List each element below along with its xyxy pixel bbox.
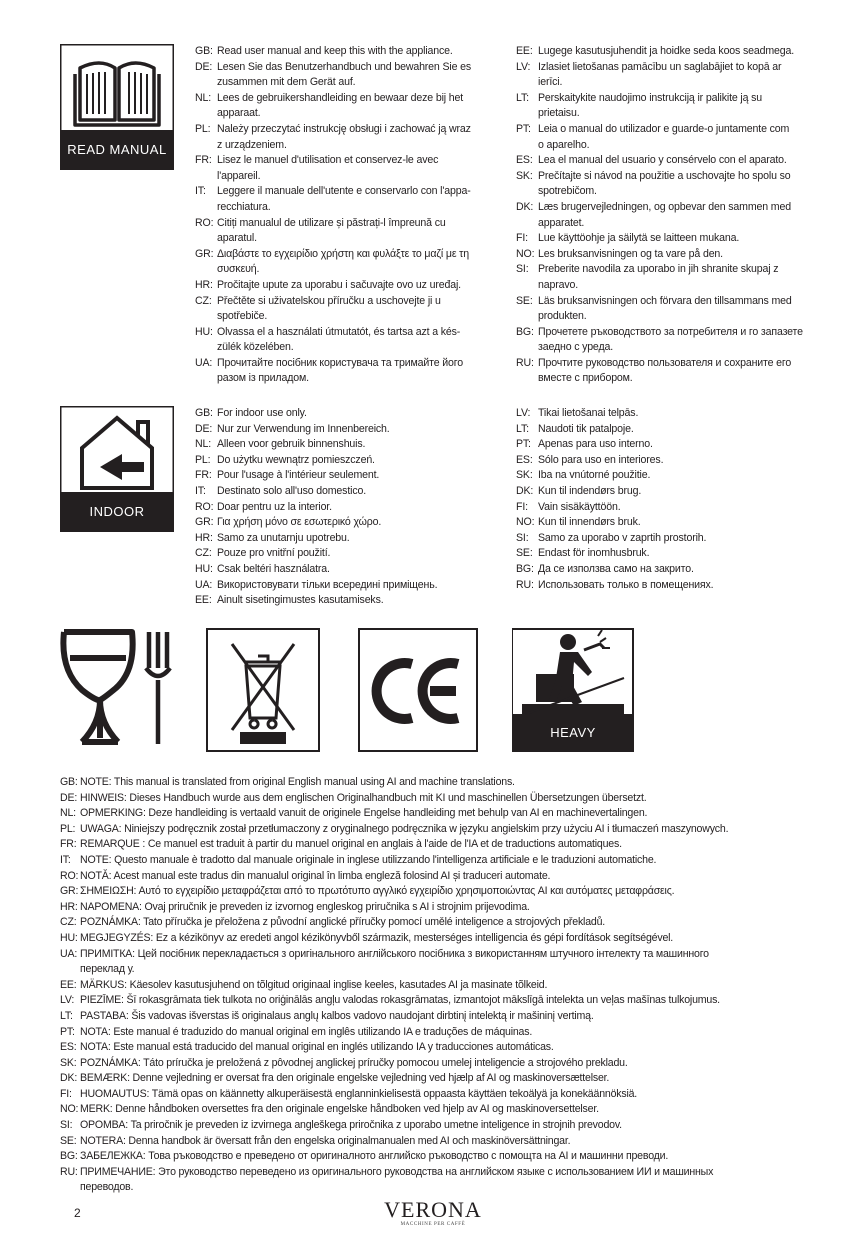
lang-code: PT:	[516, 438, 531, 451]
lang-text-continued: вместе с прибором.	[538, 372, 633, 385]
note-text: BEMÆRK: Denne vejledning er oversat fra den originale engelske vejledning ved hjælp af AI og maskinoversættelser.	[80, 1072, 610, 1085]
note-line	[60, 1040, 820, 1056]
lang-line	[516, 169, 816, 185]
read-manual-label: READ MANUAL	[60, 130, 174, 170]
lang-code: PL:	[60, 822, 76, 835]
lang-text: Pour l'usage à l'intérieur seulement.	[217, 469, 380, 482]
note-text: MERK: Denne håndboken oversettes fra den originale engelske håndboken ved hjelp av AI og maskinoversettelser.	[80, 1103, 599, 1116]
lang-line	[516, 247, 816, 263]
note-line	[60, 1165, 820, 1181]
lang-code: SK:	[516, 469, 533, 482]
note-line	[60, 1025, 820, 1041]
lang-code: SI:	[516, 531, 529, 544]
lang-code: LV:	[516, 407, 531, 419]
lang-line	[516, 531, 816, 547]
lang-text-continued: разом із приладом.	[217, 372, 309, 385]
read-manual-text-right	[516, 44, 816, 387]
note-text: ЗАБЕЛЕЖКА: Това ръководство е преведено от оригиналното английско ръководство с помощта на AI и машинни преводи.	[80, 1150, 669, 1163]
lang-code: CZ:	[195, 294, 212, 307]
lang-line	[195, 531, 495, 547]
lang-line	[516, 484, 816, 500]
lang-text: Pročitajte upute za uporabu i sačuvajte ovo uz uređaj.	[217, 278, 461, 291]
indoor-text-right	[516, 406, 816, 593]
lang-line	[516, 515, 816, 531]
note-text: ПРИМЕЧАНИЕ: Это руководство переведено из оригинального руководства на английском языке с использованием ИИ и машинных	[80, 1165, 714, 1178]
lang-line	[516, 500, 816, 516]
note-text: NOTA: Este manual está traducido del manual original en inglés utilizando IA y traducciones automáticas.	[80, 1041, 554, 1054]
lang-text-continued: zusammen mit dem Gerät auf.	[217, 76, 356, 89]
lang-line	[195, 500, 495, 516]
lang-text: Doar pentru uz la interior.	[217, 500, 332, 513]
lang-line	[516, 44, 816, 60]
lang-text: Naudoti tik patalpoje.	[538, 422, 634, 435]
lang-line	[516, 153, 816, 169]
lang-line	[195, 216, 495, 232]
lang-code: DK:	[60, 1072, 78, 1085]
lang-text: Perskaitykite naudojimo instrukciją ir palikite ją su	[538, 91, 763, 104]
lang-line	[195, 184, 495, 200]
note-text: PASTABA: Šis vadovas išverstas iš originalaus anglų kalbos vadovo naudojant dirbtinį intelektą ir mašininį vertimą.	[80, 1009, 594, 1022]
heavy-lift-icon	[512, 628, 634, 714]
lang-text: Alleen voor gebruik binnenshuis.	[217, 438, 366, 451]
lang-text: Διαβάστε το εγχειρίδιο χρήστη και φυλάξτε το μαζί με τη	[217, 247, 469, 260]
note-text: NOTA: Este manual é traduzido do manual original em inglês utilizando IA e traduções de máquinas.	[80, 1025, 533, 1038]
lang-line	[516, 437, 816, 453]
lang-text-continued: ierīci.	[538, 76, 563, 89]
lang-code: LT:	[516, 422, 529, 435]
lang-text-continued: o aparelho.	[538, 138, 590, 151]
lang-line	[516, 294, 816, 310]
lang-line	[195, 122, 495, 138]
lang-line	[195, 247, 495, 263]
lang-code: SE:	[516, 294, 533, 307]
note-line	[60, 993, 820, 1009]
lang-text: Kun til indendørs brug.	[538, 484, 642, 497]
lang-text: Прочетете ръководството за потребителя и го запазете	[538, 325, 803, 338]
lang-line	[195, 44, 495, 60]
lang-code: HU:	[195, 325, 213, 338]
lang-code: PT:	[60, 1025, 75, 1038]
translation-notes	[60, 775, 820, 1196]
lang-text: Nur zur Verwendung im Innenbereich.	[217, 422, 390, 435]
note-line	[60, 1087, 820, 1103]
lang-text: Leggere il manuale dell'utente e conservarlo con l'appa-	[217, 185, 471, 198]
note-line	[60, 869, 820, 885]
lang-text-continued: заедно с уреда.	[538, 341, 614, 354]
lang-line	[195, 153, 495, 169]
lang-text-continued: συσκευή.	[217, 263, 260, 276]
lang-text: Izlasiet lietošanas pamācību un saglabājiet to kopā ar	[538, 60, 782, 73]
note-line	[60, 837, 820, 853]
lang-line	[516, 91, 816, 107]
lang-text: Lea el manual del usuario y consérvelo con el aparato.	[538, 154, 787, 167]
lang-text: Да се използва само на закрито.	[538, 562, 694, 575]
lang-code: SE:	[516, 547, 533, 560]
lang-line	[195, 546, 495, 562]
lang-line	[516, 422, 816, 438]
lang-text: Использовать только в помещениях.	[538, 578, 714, 591]
note-text: HINWEIS: Dieses Handbuch wurde aus dem englischen Originalhandbuch mit KI und maschinellen Übersetzungen übersetzt.	[80, 791, 647, 804]
ce-symbol	[358, 628, 478, 752]
lang-code: DK:	[516, 200, 534, 213]
lang-code: RU:	[516, 578, 534, 591]
lang-code: LT:	[60, 1009, 73, 1022]
lang-code: GR:	[195, 516, 214, 529]
lang-text: Les bruksanvisningen og ta vare på den.	[538, 247, 723, 260]
lang-code: PT:	[516, 122, 531, 135]
lang-code: GB:	[195, 45, 213, 57]
lang-code: LV:	[60, 994, 75, 1007]
note-text: HUOMAUTUS: Tämä opas on käännetty alkuperäisestä englanninkielisestä oppaasta käyttäen tekoälyä ja konekäännöksiä.	[80, 1087, 638, 1100]
lang-text: Csak beltéri használatra.	[217, 562, 330, 575]
lang-line	[516, 231, 816, 247]
lang-code: FR:	[60, 838, 77, 851]
note-text: PIEZĪME: Šī rokasgrāmata tiek tulkota no oriģinālās angļu valodas rokasgrāmatas, izmantojot mākslīgā intelekta un veļas mašīnas tulkojumus.	[80, 994, 720, 1007]
note-text-continued: переводов.	[80, 1181, 134, 1194]
lang-code: EE:	[195, 594, 212, 607]
note-text: OPMERKING: Deze handleiding is vertaald vanuit de originele Engelse handleiding met behulp van AI en machinevertalingen.	[80, 807, 648, 820]
lang-code: NL:	[60, 807, 76, 820]
lang-line	[195, 468, 495, 484]
lang-code: CZ:	[60, 916, 77, 929]
note-line	[60, 1118, 820, 1134]
lang-text-continued: l'appareil.	[217, 169, 261, 182]
lang-code: FR:	[195, 469, 212, 482]
lang-text: Leia o manual do utilizador e guarde-o juntamente com	[538, 122, 790, 135]
lang-line	[516, 325, 816, 341]
brand-tagline: MACCHINE PER CAFFÈ	[400, 1222, 466, 1227]
lang-text: Læs brugervejledningen, og opbevar den sammen med	[538, 200, 791, 213]
lang-code: FI:	[516, 500, 528, 513]
note-text: NOTĂ: Acest manual este tradus din manualul original în limba engleză folosind AI și traduceri automate.	[80, 869, 551, 882]
lang-text: Preberite navodila za uporabo in jih shranite skupaj z	[538, 263, 779, 276]
weee-symbol	[206, 628, 320, 752]
lang-line	[195, 515, 495, 531]
lang-line	[516, 356, 816, 372]
lang-line	[516, 562, 816, 578]
lang-code: DK:	[516, 484, 534, 497]
lang-code: UA:	[60, 947, 78, 960]
note-line	[60, 931, 820, 947]
ce-mark-icon	[358, 628, 478, 752]
lang-text: Lue käyttöohje ja säilytä se laitteen mukana.	[538, 232, 740, 245]
lang-text-continued: produkten.	[538, 310, 587, 323]
food-safe-symbol	[60, 628, 180, 752]
lang-code: UA:	[195, 578, 213, 591]
note-text-continued: переклад у.	[80, 963, 135, 976]
lang-code: DE:	[195, 60, 213, 73]
lang-code: NL:	[195, 91, 212, 104]
note-line	[60, 884, 820, 900]
lang-text: Lees de gebruikershandleiding en bewaar deze bij het	[217, 91, 464, 104]
note-line	[60, 900, 820, 916]
lang-text: Tikai lietošanai telpās.	[538, 407, 639, 419]
weee-crossed-bin-icon	[206, 628, 320, 752]
lang-code: SK:	[516, 169, 533, 182]
page-number: 2	[74, 1206, 81, 1220]
lang-line	[195, 578, 495, 594]
lang-line	[516, 262, 816, 278]
lang-code: FR:	[195, 154, 212, 167]
indoor-label: INDOOR	[60, 492, 174, 532]
lang-code: ES:	[516, 154, 533, 167]
lang-code: ES:	[516, 453, 533, 466]
lang-text: Prečítajte si návod na použitie a uschovajte ho spolu so	[538, 169, 791, 182]
note-text: MEGJEGYZÉS: Ez a kézikönyv az eredeti angol kézikönyvből származik, mesterséges intelligencia és gépi fordítások segítségével.	[80, 931, 674, 944]
lang-code: RO:	[195, 500, 214, 513]
lang-code: FI:	[516, 232, 528, 245]
lang-line	[195, 356, 495, 372]
lang-code: GB:	[195, 407, 213, 419]
lang-code: BG:	[60, 1150, 78, 1163]
note-text: NOTE: This manual is translated from original English manual using AI and machine translations.	[80, 776, 515, 788]
lang-code: DE:	[195, 422, 213, 435]
lang-text: Pouze pro vnitřní použití.	[217, 547, 331, 560]
lang-code: NO:	[516, 516, 535, 529]
lang-line	[195, 278, 495, 294]
lang-text: Lesen Sie das Benutzerhandbuch und bewahren Sie es	[217, 60, 472, 73]
lang-code: RO:	[60, 869, 79, 882]
lang-code: HR:	[195, 531, 213, 544]
lang-code: RO:	[195, 216, 214, 229]
lang-code: PL:	[195, 122, 211, 135]
lang-code: EE:	[516, 45, 533, 57]
lang-code: SI:	[60, 1119, 73, 1132]
lang-text: Sólo para uso en interiores.	[538, 453, 664, 466]
lang-line	[195, 294, 495, 310]
lang-text-continued: spotřebiče.	[217, 310, 268, 323]
note-line	[60, 775, 820, 791]
lang-code: UA:	[195, 356, 213, 369]
lang-text: Vain sisäkäyttöön.	[538, 500, 621, 513]
lang-code: ES:	[60, 1041, 77, 1054]
lang-text: For indoor use only.	[217, 407, 307, 419]
brand-name: VERONA	[384, 1197, 482, 1222]
lang-code: IT:	[195, 185, 206, 198]
lang-text: Ainult sisetingimustes kasutamiseks.	[217, 594, 384, 607]
lang-code: FI:	[60, 1087, 72, 1100]
lang-text-continued: recchiatura.	[217, 200, 271, 213]
read-manual-symbol	[60, 44, 174, 170]
note-line	[60, 978, 820, 994]
lang-text: Використовувати тільки всередині приміщень.	[217, 578, 438, 591]
lang-line	[516, 546, 816, 562]
lang-text-continued: apparaat.	[217, 107, 261, 120]
note-line	[60, 947, 820, 963]
lang-code: LT:	[516, 91, 529, 104]
lang-code: BG:	[516, 325, 534, 338]
lang-line	[195, 453, 495, 469]
lang-line	[195, 562, 495, 578]
lang-line	[195, 437, 495, 453]
lang-code: GB:	[60, 776, 78, 788]
note-line	[60, 1102, 820, 1118]
food-safe-icon	[60, 628, 180, 752]
lang-text: Samo za unutarnju upotrebu.	[217, 531, 350, 544]
indoor-symbol	[60, 406, 174, 532]
note-text: REMARQUE : Ce manuel est traduit à partir du manuel original en anglais à l'aide de l'IA et de traductions automatiques.	[80, 838, 622, 851]
lang-code: RU:	[60, 1165, 78, 1178]
note-text: ПРИМІТКА: Цей посібник перекладається з оригінального англійського посібника з використанням штучного інтелекту та машинного	[80, 947, 709, 960]
lang-line	[516, 406, 816, 422]
lang-code: NL:	[195, 438, 212, 451]
lang-text-continued: spotrebičom.	[538, 185, 597, 198]
lang-code: BG:	[516, 562, 534, 575]
lang-line	[195, 422, 495, 438]
lang-line	[195, 406, 495, 422]
note-text: NAPOMENA: Ovaj priručnik je preveden iz izvornog engleskog priručnika s AI i strojnim prijevodima.	[80, 900, 530, 913]
lang-text-continued: prietaisu.	[538, 107, 580, 120]
lang-text: Přečtěte si uživatelskou příručku a uschovejte ji u	[217, 294, 441, 307]
lang-text: Apenas para uso interno.	[538, 438, 653, 451]
lang-code: SK:	[60, 1056, 77, 1069]
lang-text: Lisez le manuel d'utilisation et conservez-le avec	[217, 154, 439, 167]
lang-line	[516, 468, 816, 484]
lang-text: Kun til innendørs bruk.	[538, 516, 641, 529]
heavy-label: HEAVY	[512, 714, 634, 752]
note-text: ΣΗΜΕΙΩΣΗ: Αυτό το εγχειρίδιο μεταφράζεται από το πρωτότυπο αγγλικό εγχειρίδιο χρησιμοποιώντας AI και αυτόματες μεταφράσεις.	[80, 885, 675, 898]
lang-text: Για χρήση μόνο σε εσωτερικό χώρο.	[217, 516, 382, 529]
lang-code: EE:	[60, 978, 77, 991]
lang-line	[195, 91, 495, 107]
lang-text-continued: z urządzeniem.	[217, 138, 287, 151]
lang-text: Olvassa el a használati útmutatót, és tartsa azt a kés-	[217, 325, 461, 338]
note-line	[60, 853, 820, 869]
read-manual-text-left	[195, 44, 495, 387]
lang-line	[516, 453, 816, 469]
lang-line	[195, 60, 495, 76]
lang-code: RU:	[516, 356, 534, 369]
lang-code: LV:	[516, 60, 531, 73]
lang-code: GR:	[60, 885, 79, 898]
note-text: OPOMBA: Ta priročnik je preveden iz izvirnega angleškega priročnika z uporabo umetne inteligence in strojnih prevodov.	[80, 1119, 622, 1132]
lang-code: DE:	[60, 791, 78, 804]
lang-line	[516, 122, 816, 138]
lang-text: Läs bruksanvisningen och förvara den tillsammans med	[538, 294, 792, 307]
heavy-symbol	[512, 628, 634, 752]
note-line	[60, 822, 820, 838]
lang-line	[195, 484, 495, 500]
lang-text: Read user manual and keep this with the appliance.	[217, 45, 453, 57]
lang-code: NO:	[60, 1103, 79, 1116]
lang-text-continued: napravo.	[538, 278, 579, 291]
lang-code: HR:	[195, 278, 213, 291]
note-line	[60, 1056, 820, 1072]
lang-line	[516, 60, 816, 76]
lang-line	[195, 593, 495, 609]
lang-text-continued: aparatul.	[217, 232, 257, 245]
lang-line	[516, 578, 816, 594]
lang-text: Прочтите руководство пользователя и сохраните его	[538, 356, 792, 369]
lang-text: Należy przeczytać instrukcję obsługi i zachować ją wraz	[217, 122, 471, 135]
lang-code: PL:	[195, 453, 211, 466]
lang-text: Lugege kasutusjuhendit ja hoidke seda koos seadmega.	[538, 45, 795, 57]
note-line	[60, 1149, 820, 1165]
lang-code: HU:	[195, 562, 213, 575]
lang-code: IT:	[60, 853, 71, 866]
note-line	[60, 1134, 820, 1150]
indoor-text-left	[195, 406, 495, 609]
lang-code: CZ:	[195, 547, 212, 560]
lang-code: SI:	[516, 263, 529, 276]
lang-text-continued: apparatet.	[538, 216, 585, 229]
lang-text: Citiți manualul de utilizare și păstrați-l împreună cu	[217, 216, 446, 229]
lang-text: Do użytku wewnątrz pomieszczeń.	[217, 453, 375, 466]
lang-text: Iba na vnútorné použitie.	[538, 469, 651, 482]
note-text: NOTE: Questo manuale è tradotto dal manuale originale in inglese utilizzando l'intelligenza artificiale e le traduzioni automatiche.	[80, 853, 657, 866]
lang-code: IT:	[195, 484, 206, 497]
lang-text: Endast för inomhusbruk.	[538, 547, 650, 560]
lang-text-continued: zülék közelében.	[217, 341, 294, 354]
note-text: NOTERA: Denna handbok är översatt från den engelska originalmanualen med AI och maskinöversättningar.	[80, 1134, 571, 1147]
lang-code: HU:	[60, 931, 78, 944]
brand-logo	[378, 1198, 488, 1238]
note-line	[60, 806, 820, 822]
lang-code: NO:	[516, 247, 535, 260]
note-text: POZNÁMKA: Tato příručka je přeložena z původní anglické příručky pomocí umělé inteligence a strojových překladů.	[80, 916, 606, 929]
lang-line	[195, 325, 495, 341]
lang-code: HR:	[60, 900, 78, 913]
lang-text: Samo za uporabo v zaprtih prostorih.	[538, 531, 707, 544]
lang-code: SE:	[60, 1134, 77, 1147]
note-text: MÄRKUS: Käesolev kasutusjuhend on tõlgitud originaal inglise keeles, kasutades AI ja masinate tõlkeid.	[80, 978, 548, 991]
note-line	[60, 1071, 820, 1087]
note-line	[60, 1009, 820, 1025]
note-line	[60, 791, 820, 807]
lang-code: GR:	[195, 247, 214, 260]
note-text: UWAGA: Niniejszy podręcznik został przetłumaczony z oryginalnego podręcznika w języku angielskim przy użyciu AI i tłumaczeń maszynowych.	[80, 822, 729, 835]
note-line	[60, 915, 820, 931]
lang-text: Destinato solo all'uso domestico.	[217, 484, 366, 497]
note-text: POZNÁMKA: Táto príručka je preložená z pôvodnej anglickej príručky pomocou umelej inteligencie a strojového prekladu.	[80, 1056, 628, 1069]
lang-line	[516, 200, 816, 216]
lang-text: Прочитайте посібник користувача та тримайте його	[217, 356, 463, 369]
